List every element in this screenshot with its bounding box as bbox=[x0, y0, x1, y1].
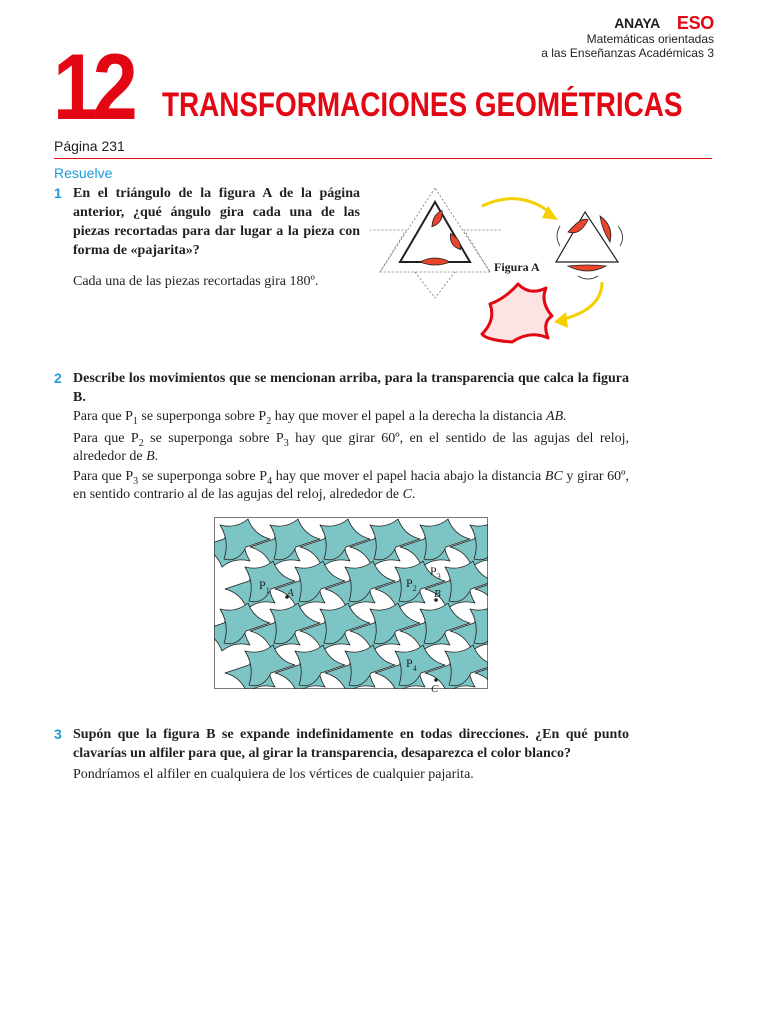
figure-a-arrow-bottom-head bbox=[554, 312, 568, 328]
section-title: Resuelve bbox=[54, 165, 113, 181]
figure-a-rotation-mark-3 bbox=[578, 276, 598, 279]
figure-b-label-p3: $P_3$ bbox=[430, 564, 441, 581]
figure-a-rotated-piece-3 bbox=[568, 265, 606, 271]
figure-b-label-p1: $P_1$ bbox=[259, 578, 270, 595]
figure-a-arrow-bottom bbox=[560, 282, 602, 320]
question-1-text: En el triángulo de la figura A de la página anterior, ¿qué ángulo gira cada una de las piezas recortadas para dar lugar a la pieza con forma de «pajarita»? bbox=[73, 186, 360, 258]
figure-a-cut-piece-left bbox=[429, 209, 445, 229]
header-divider bbox=[54, 158, 712, 159]
question-number-1: 1 bbox=[54, 185, 62, 201]
figure-b-label-c: C bbox=[431, 683, 439, 695]
figure-b-label-p4: $P_4$ bbox=[406, 656, 417, 673]
publisher-logo: ANAYA ESO bbox=[614, 13, 714, 33]
figure-b-point-c bbox=[434, 678, 438, 682]
book-subtitle-line1: Matemáticas orientadas bbox=[586, 32, 714, 46]
figure-a bbox=[370, 180, 650, 350]
figure-a-label: Figura A bbox=[494, 260, 540, 274]
figure-b-label-a: A bbox=[287, 587, 294, 599]
question-number-2: 2 bbox=[54, 370, 62, 386]
figure-b bbox=[214, 517, 488, 689]
figure-b-label-b: B bbox=[434, 588, 441, 600]
answer-2-paragraph-1: Para que $P_1$ se superponga sobre $P_2$ hay que mover el papel a la derecha la distancia AB. bbox=[73, 409, 567, 427]
question-2-text: Describe los movimientos que se mencionan arriba, para la transparencia que calca la figura B. bbox=[73, 371, 629, 405]
chapter-title: TRANSFORMACIONES GEOMÉTRICAS bbox=[162, 86, 683, 124]
question-3-text: Supón que la figura B se expande indefinidamente en todas direcciones. ¿En qué punto clavarías un alfiler para que, al girar la transparencia, desaparezca el color blanco? bbox=[73, 727, 629, 761]
figure-b-label-p2: $P_2$ bbox=[406, 576, 417, 593]
figure-a-pajarita-piece bbox=[482, 284, 552, 342]
answer-3-text: Pondríamos el alfiler en cualquiera de los vértices de cualquier pajarita. bbox=[73, 767, 474, 782]
answer-2-paragraph-2: Para que $P_2$ se superponga sobre $P_3$ hay que girar 60º, en el sentido de las agujas del reloj, alrededor de B. bbox=[73, 431, 629, 464]
question-number-3: 3 bbox=[54, 726, 62, 742]
publisher-brand bbox=[541, 14, 714, 60]
figure-a-rotation-mark-2 bbox=[618, 226, 623, 246]
figure-a-triangle bbox=[400, 202, 470, 262]
chapter-number: 12 bbox=[53, 34, 133, 139]
answer-1-text: Cada una de las piezas recortadas gira 180º. bbox=[73, 274, 319, 289]
figure-a-cut-piece-bottom bbox=[420, 258, 450, 265]
figure-a-rotation-mark-1 bbox=[557, 226, 560, 246]
book-subtitle-line2: a las Enseñanzas Académicas 3 bbox=[541, 46, 714, 60]
page-label: Página 231 bbox=[54, 138, 125, 154]
answer-2-paragraph-3: Para que $P_3$ se superponga sobre $P_4$ hay que mover el papel hacia abajo la distancia BC y girar 60º, en sentido contrario al de las agujas del reloj, alrededor de C. bbox=[73, 469, 629, 502]
figure-b-tessellation bbox=[214, 517, 488, 689]
figure-a-arrow-top bbox=[482, 199, 552, 214]
